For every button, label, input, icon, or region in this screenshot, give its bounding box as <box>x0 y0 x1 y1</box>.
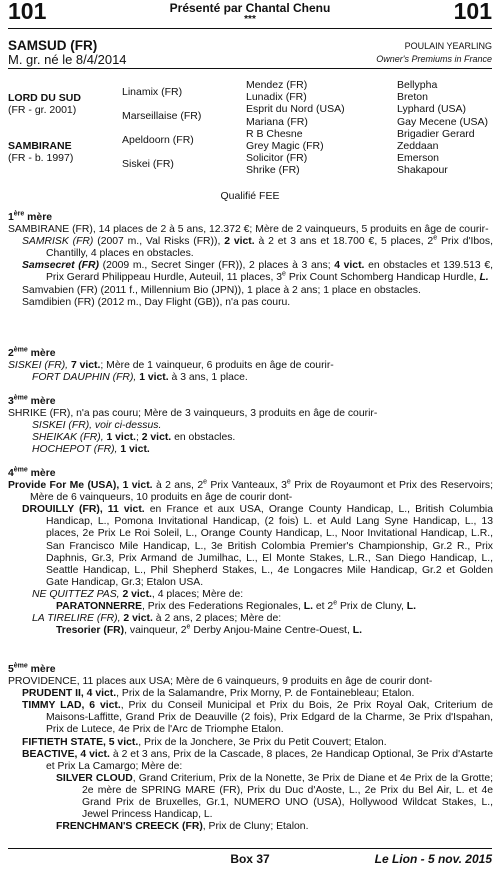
produce-prudent: PRUDENT II, 4 vict., Prix de la Salamandre, Prix Morny, P. de Fontainebleau; Etalon. <box>22 688 415 700</box>
gen3-6: Grey Magic (FR) <box>246 140 324 153</box>
dam-line: PROVIDENCE, 11 places aux USA; Mère de 6 vainqueurs, 9 produits en âge de courir dont- <box>8 676 433 688</box>
header-rule <box>8 28 492 29</box>
section-heading: 4ème mère <box>8 466 56 479</box>
produce-2: Samsecret (FR) (2009 m., Secret Singer (FR)), 2 places à 3 ans; 4 vict. en obstacles et 139.513 €, Prix Gerard Philippeau Hurdle, Auteuil, 11 places, 3e Prix Count Schomberg Handicap Hurdle, L. <box>22 260 493 284</box>
dam-line: SISKEI (FR), 7 vict.; Mère de 1 vainqueur, 6 produits en âge de courir- <box>8 360 334 372</box>
dam-name: SAMBIRANE <box>8 140 72 152</box>
pedigree-gen2-1: Linamix (FR) <box>122 86 183 98</box>
sale-category: POULAIN YEARLING <box>404 41 492 51</box>
dam-intro: SAMBIRANE (FR), 14 places de 2 à 5 ans, 12.372 €; Mère de 2 vainqueurs, 5 produits en âge de courir- <box>8 224 489 236</box>
gen4-6: Zeddaan <box>397 140 439 153</box>
gen3-5: R B Chesne <box>246 127 303 140</box>
grand-produce-silver-cloud: SILVER CLOUD, Grand Criterium, Prix de la Nonette, 3e Prix de Diane et 4e Prix de la Grotte; 2e mère de SPRING MARE (FR), Prix du Duc d'Aoste, L., 2e Prix du Bel Air, L. et 4e Grand Prix de Bruxelles, Gr.1, NUMERO UNO (USA), Hollywood Wildcat Stakes, L., Jewel Princess Handicap, L. <box>56 772 493 821</box>
gen3-2: Lunadix (FR) <box>246 91 307 104</box>
produce-4: Samdibien (FR) (2012 m., Day Flight (GB)), n'a pas couru. <box>22 296 291 308</box>
produce-la-tirelire: LA TIRELIRE (FR), 2 vict. à 2 ans, 2 places; Mère de: <box>32 613 282 625</box>
gen3-8: Shrike (FR) <box>246 164 300 177</box>
pedigree-gen4 <box>397 79 488 177</box>
horse-rule <box>8 68 492 69</box>
sale-date: Le Lion - 5 nov. 2015 <box>374 852 492 866</box>
gen3-7: Solicitor (FR) <box>246 152 308 165</box>
section-heading: 1ère mère <box>8 210 53 223</box>
section-third-dam <box>8 396 493 456</box>
gen4-3: Lyphard (USA) <box>397 103 467 116</box>
section-second-dam <box>8 348 493 384</box>
gen4-4: Gay Mecene (USA) <box>397 115 489 128</box>
gen3-1: Mendez (FR) <box>246 79 308 91</box>
produce-line: HOCHEPOT (FR), 1 vict. <box>32 444 150 456</box>
produce-line: SHEIKAK (FR), 1 vict.; 2 vict. en obstacles. <box>32 432 236 444</box>
grand-produce-frenchmans-creeck: FRENCHMAN'S CREECK (FR), Prix de Cluny; Etalon. <box>56 821 309 833</box>
produce-timmy-lad: TIMMY LAD, 6 vict., Prix du Conseil Municipal et Prix du Bois, 2e Prix Royal Oak, Criterium de Maisons-Laffitte, Grand Prix de Deauville (2 fois), Prix Edgard de la Charme, 3e Prix d'Ispahan, Prix de Lutece, 4e Prix de l'Arc de Triomphe Etalon. <box>22 700 493 736</box>
gen3-4: Mariana (FR) <box>246 115 308 128</box>
pedigree-gen3 <box>246 79 345 177</box>
produce-fiftieth-state: FIFTIETH STATE, 5 vict., Prix de la Jonchere, 3e Prix du Petit Couvert; Etalon. <box>22 736 387 748</box>
header-stars: *** <box>244 14 256 25</box>
gen3-3: Esprit du Nord (USA) <box>246 103 345 116</box>
horse-name: SAMSUD (FR) <box>8 38 98 53</box>
pedigree-gen2-3: Apeldoorn (FR) <box>122 134 194 146</box>
gen4-8: Shakapour <box>397 164 448 177</box>
sire-name: LORD DU SUD <box>8 92 81 104</box>
section-first-dam <box>8 212 493 309</box>
produce-line: SISKEI (FR), voir ci-dessus. <box>32 420 162 432</box>
dam-desc: (FR - b. 1997) <box>8 152 74 165</box>
section-heading: 5ème mère <box>8 662 56 675</box>
section-heading: 2ème mère <box>8 346 56 359</box>
produce-3: Samvabien (FR) (2011 f., Millennium Bio (JPN)), 1 place à 2 ans; 1 place en obstacles. <box>22 284 421 296</box>
produce-1: SAMRISK (FR) (2007 m., Val Risks (FR)), 2 vict. à 2 et 3 ans et 18.700 €, 5 places, 2e Prix d'Ibos, Chantilly, 4 places en obstacles. <box>22 234 493 260</box>
pedigree-sire <box>8 92 81 116</box>
section-heading: 3ème mère <box>8 394 56 407</box>
gen4-1: Bellypha <box>397 79 438 91</box>
horse-description: M. gr. né le 8/4/2014 <box>8 52 127 67</box>
pedigree-dam <box>8 140 73 164</box>
footer-rule <box>8 848 492 849</box>
produce-line: FORT DAUPHIN (FR), 1 vict. à 3 ans, 1 place. <box>32 372 248 384</box>
pedigree-gen2-4: Siskei (FR) <box>122 158 174 170</box>
produce-drouilly: DROUILLY (FR), 11 vict. en France et aux USA, Orange County Handicap, L., British Columbia Handicap, L., Pomona Invitational Handicap, (2 fois) L. et Auld Lang Syne Handicap, L., 13 places, 2e Prix Le Roi Soleil, L., Orange County Handicap, L., Noor Invitational Handicap, L.R., San Francisco Mile Handicap, L., 3e British Colombia Premier's Championship, Gr.2 R., Prix Daphnis, Gr.3, Prix Armand de Jumilhac, L., El Monte Stakes, L.R., San Diego Handicap, L., Seattle Handicap, L., Phil Shepherd Stakes, L., 4e Longacres Mile Handicap, Gr.2 et Golden Gate Handicap, Gr.3; Etalon USA. <box>22 504 493 588</box>
grand-produce-tresorier: Tresorier (FR), vainqueur, 2e Derby Anjou-Maine Centre-Ouest, L. <box>56 623 362 637</box>
gen4-7: Emerson <box>397 152 440 165</box>
dam-line: Provide For Me (USA), 1 vict. à 2 ans, 2e Prix Vanteaux, 3e Prix de Royaumont et Prix des Reservoirs; Mère de 6 vainqueurs, 10 produits en âge de courir dont- <box>8 478 493 504</box>
lot-number-left: 101 <box>8 0 47 24</box>
gen4-5: Brigadier Gerard <box>397 127 475 140</box>
dam-line: SHRIKE (FR), n'a pas couru; Mère de 3 vainqueurs, 3 produits en âge de courir- <box>8 408 378 420</box>
section-fifth-dam <box>8 664 493 833</box>
produce-ne-quittez-pas: NE QUITTEZ PAS, 2 vict., 4 places; Mère de: <box>32 588 244 600</box>
grand-produce-paratonnerre: PARATONNERRE, Prix des Federations Regionales, L. et 2e Prix de Cluny, L. <box>56 599 417 613</box>
produce-beactive: BEACTIVE, 4 vict. à 2 et 3 ans, Prix de la Cascade, 8 places, 2e Handicap Optional, 3e Prix d'Astarte et Prix La Camargo; Mère de: <box>22 748 493 772</box>
sire-desc: (FR - gr. 2001) <box>8 104 77 117</box>
premium-note: Owner's Premiums in France <box>376 54 492 64</box>
gen4-2: Breton <box>397 91 428 104</box>
consignor-title: Présenté par Chantal Chenu <box>169 1 331 15</box>
qualification: Qualifié FEE <box>220 190 280 202</box>
pedigree-gen2-2: Marseillaise (FR) <box>122 110 202 122</box>
section-fourth-dam <box>8 468 493 637</box>
box-number: Box 37 <box>230 852 270 866</box>
lot-number-right: 101 <box>453 0 492 24</box>
